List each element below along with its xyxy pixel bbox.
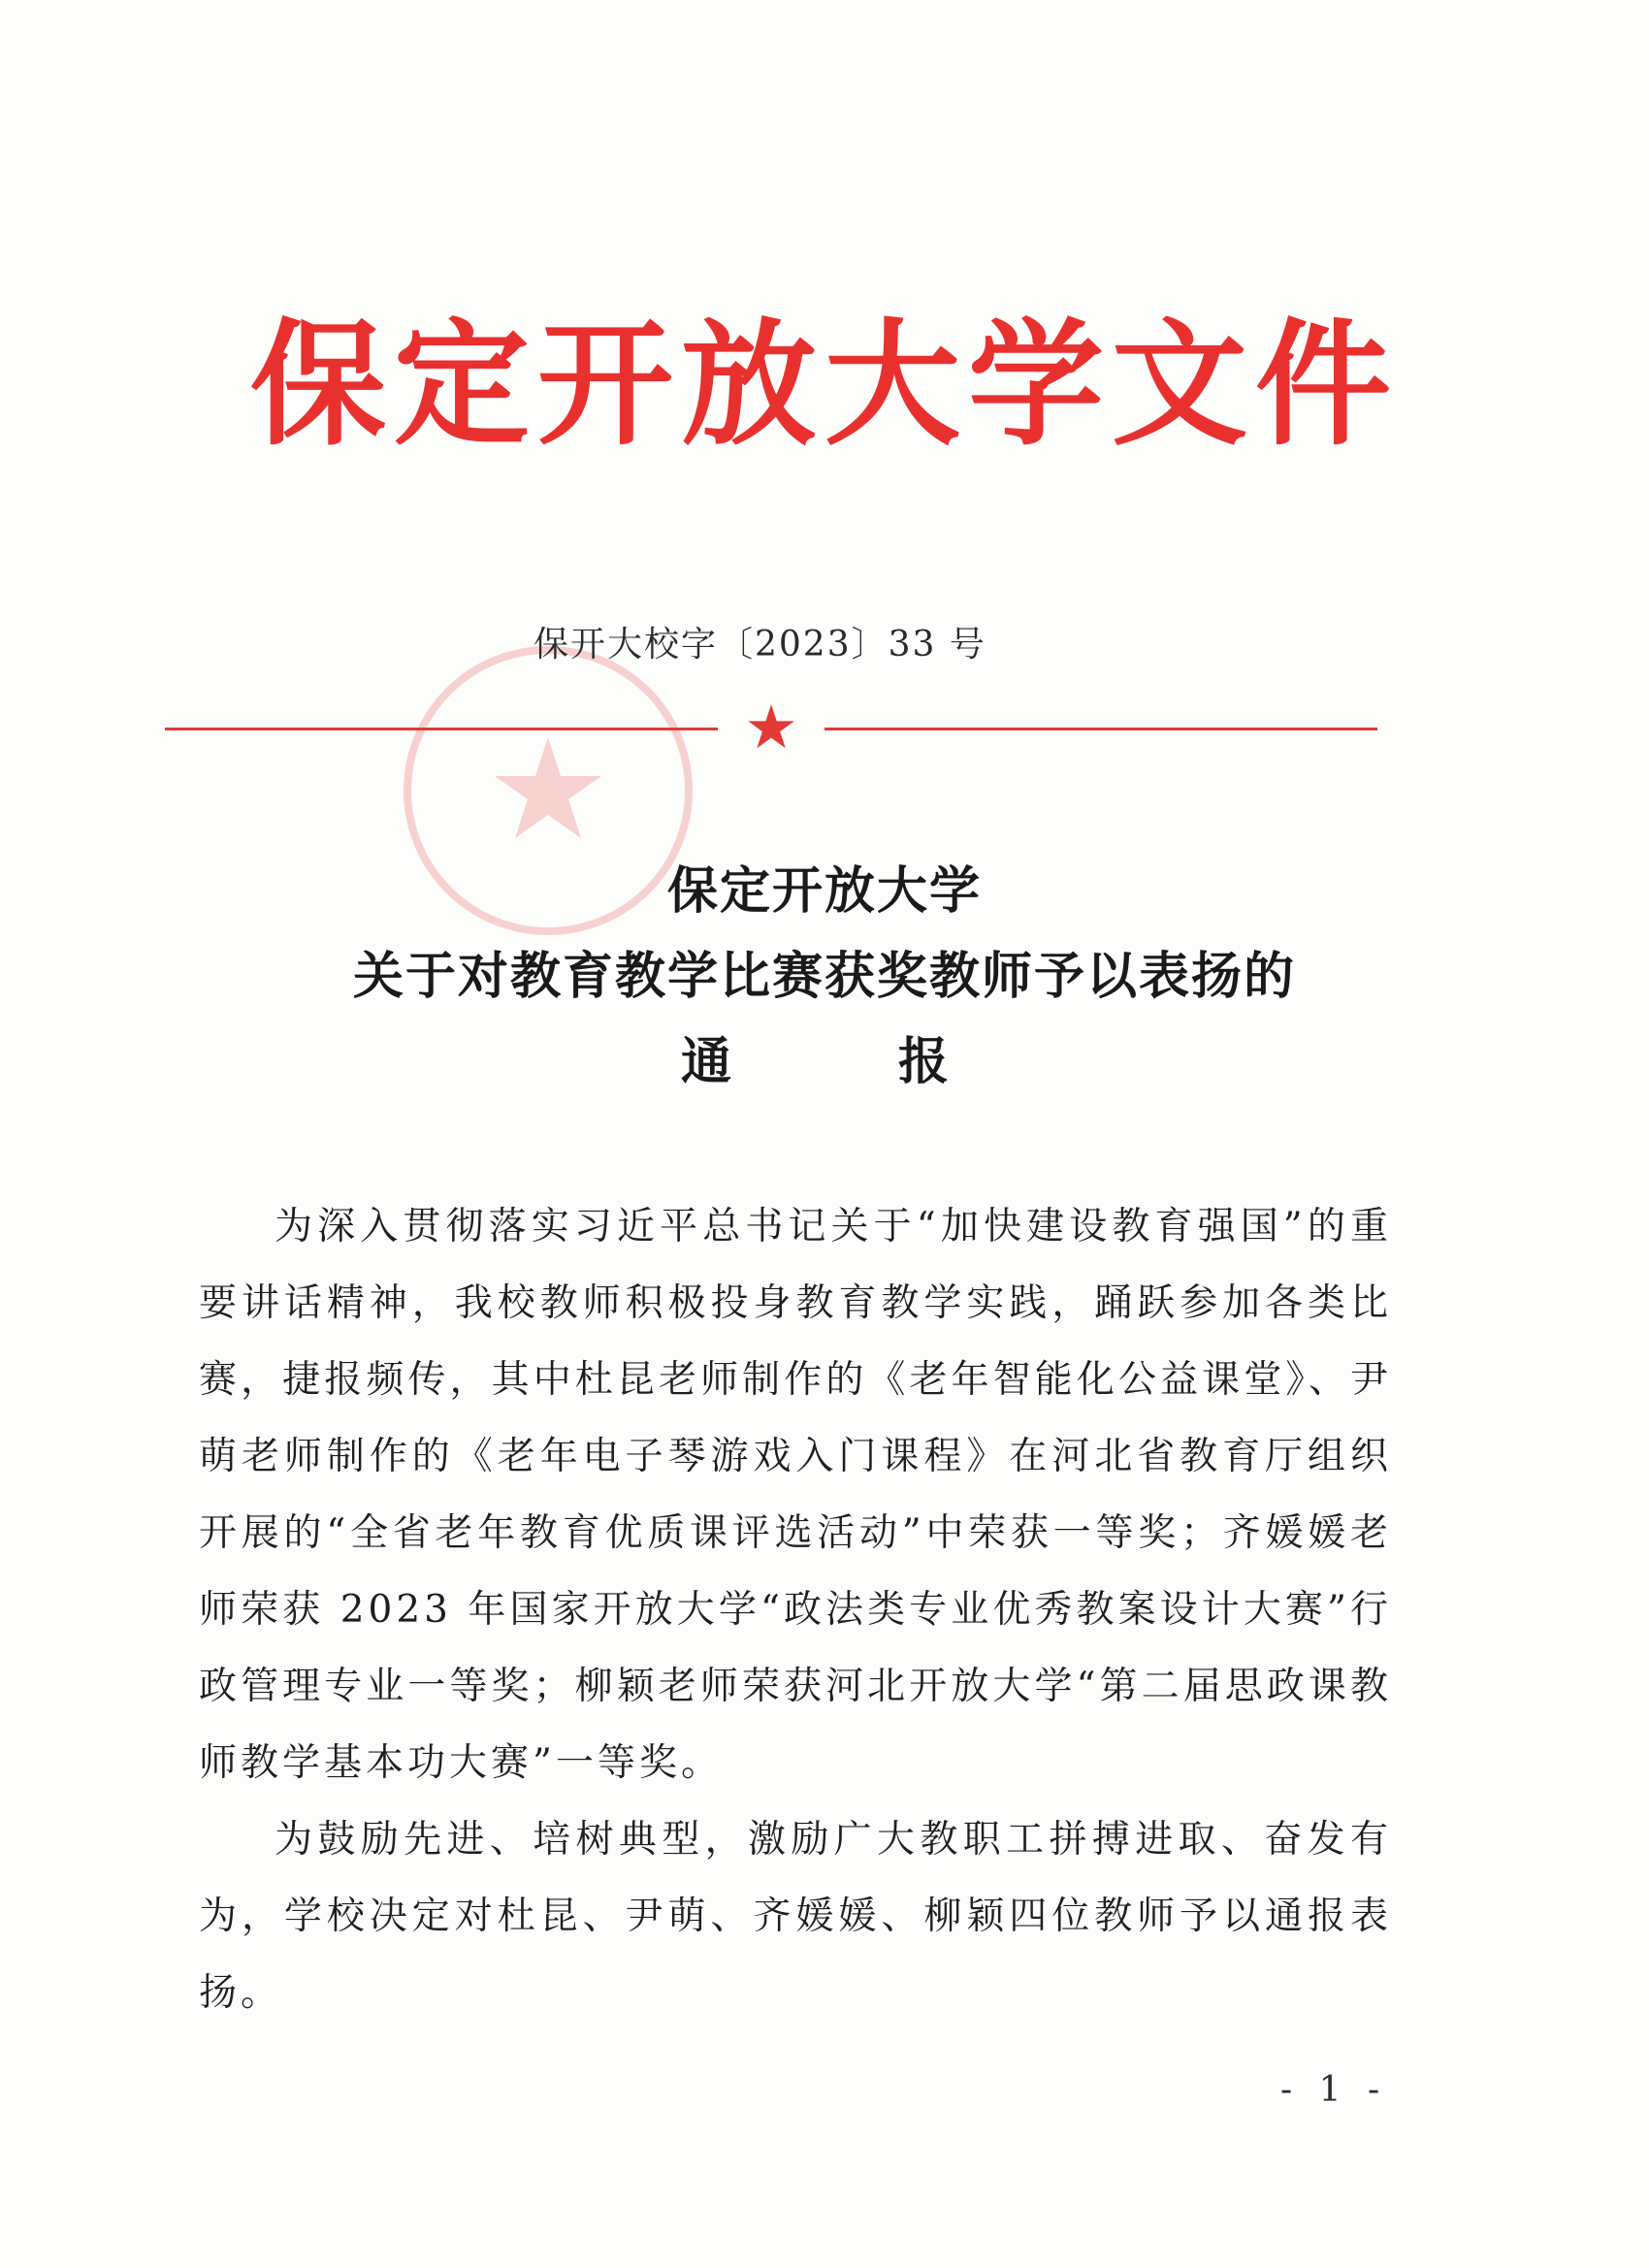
document-title (0, 849, 1649, 1105)
divider-rule-right (824, 728, 1377, 730)
star-icon: ★ (744, 692, 798, 762)
title-line-notice: 通 报 (680, 1032, 1007, 1091)
red-divider (165, 692, 1377, 762)
document-masthead: 保定开放大学文件 (249, 307, 1399, 465)
document-number: 保开大校字〔2023〕33 号 (534, 625, 986, 664)
page-number: - 1 - (1280, 2070, 1388, 2110)
title-line-issuer: 保定开放大学 (666, 861, 982, 921)
title-line-subject: 关于对教育教学比赛获奖教师予以表扬的 (352, 947, 1296, 1006)
body-paragraph: 为鼓励先进、培树典型，激励广大教职工拼搏进取、奋发有为，学校决定对杜昆、尹萌、齐媛媛、柳颖四位教师予以通报表扬。 (199, 1818, 1392, 2015)
document-body (199, 1188, 1392, 2031)
divider-rule-left (165, 728, 718, 730)
body-paragraph: 为深入贯彻落实习近平总书记关于“加快建设教育强国”的重要讲话精神，我校教师积极投身教育教学实践，踊跃参加各类比赛，捷报频传，其中杜昆老师制作的《老年智能化公益课堂》、尹萌老师制作的《老年电子琴游戏入门课程》在河北省教育厅组织开展的“全省老年教育优质课评选活动”中荣获一等奖；齐媛媛老师荣获 2023 年国家开放大学“政法类专业优秀教案设计大赛”行政管理专业一等奖；柳颖老师荣获河北开放大学“第二届思政课教师教学基本功大赛”一等奖。 (199, 1205, 1392, 1785)
